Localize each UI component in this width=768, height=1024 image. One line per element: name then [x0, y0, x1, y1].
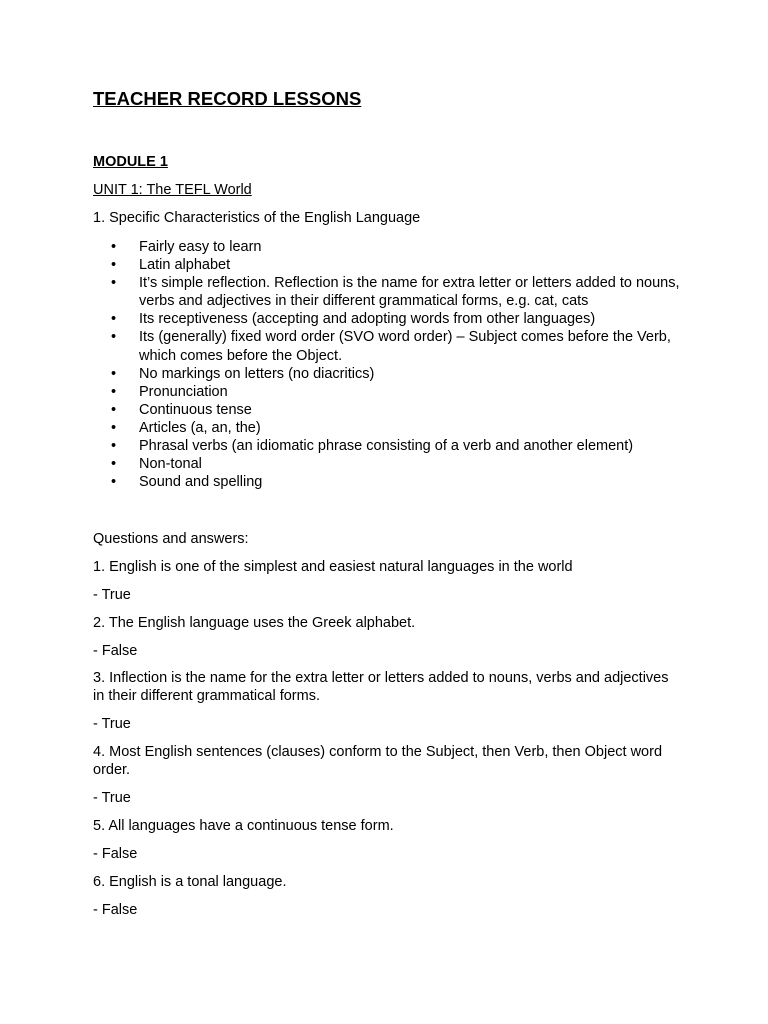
- question-text: 3. Inflection is the name for the extra letter or letters added to nouns, verbs and adjectives in their different grammatical forms.: [93, 670, 669, 705]
- list-item: [93, 365, 683, 383]
- answer-text: - False: [93, 902, 138, 918]
- bullet-icon: •: [111, 401, 117, 418]
- unit-heading: UNIT 1: The TEFL World: [93, 182, 252, 198]
- document-title: TEACHER RECORD LESSONS: [93, 88, 362, 109]
- list-item-text: Latin alphabet: [139, 257, 231, 274]
- list-item-text: Fairly easy to learn: [139, 239, 262, 255]
- list-item: [93, 328, 683, 364]
- list-item-text: Continuous tense: [139, 401, 252, 418]
- answer-text: - True: [93, 716, 131, 732]
- bullet-icon: •: [111, 275, 117, 292]
- list-item-text: No markings on letters (no diacritics): [139, 365, 375, 382]
- answer-text: - False: [93, 846, 138, 862]
- list-item: [93, 455, 683, 473]
- list-item-text: It’s simple reflection. Reflection is the name for extra letter or letters added to nouns, verbs and adjectives in their different grammatical forms, e.g. cat, cats: [139, 275, 680, 310]
- list-item-text: Sound and spelling: [139, 474, 263, 491]
- answer-text: - True: [93, 587, 131, 603]
- answer-text: - False: [93, 643, 138, 659]
- list-item: [93, 274, 683, 310]
- list-item: [93, 238, 683, 256]
- characteristics-list: [93, 238, 683, 491]
- question-text: 2. The English language uses the Greek alphabet.: [93, 615, 416, 631]
- question-text: 5. All languages have a continuous tense form.: [93, 818, 394, 834]
- qa-heading: Questions and answers:: [93, 531, 249, 547]
- list-item: [93, 419, 683, 437]
- list-item-text: Its receptiveness (accepting and adopting words from other languages): [139, 311, 596, 328]
- bullet-icon: •: [111, 383, 117, 400]
- bullet-icon: •: [111, 329, 117, 346]
- list-item: [93, 437, 683, 455]
- list-item: [93, 310, 683, 328]
- list-item: [93, 473, 683, 491]
- question-text: 6. English is a tonal language.: [93, 874, 287, 890]
- section-heading: 1. Specific Characteristics of the English Language: [93, 210, 421, 226]
- bullet-icon: •: [111, 474, 117, 491]
- list-item-text: Articles (a, an, the): [139, 419, 261, 436]
- question-text: 1. English is one of the simplest and easiest natural languages in the world: [93, 559, 573, 575]
- bullet-icon: •: [111, 239, 117, 255]
- list-item: [93, 383, 683, 401]
- list-item: [93, 256, 683, 274]
- list-item-text: Pronunciation: [139, 383, 228, 400]
- answer-text: - True: [93, 790, 131, 806]
- bullet-icon: •: [111, 456, 117, 473]
- list-item: [93, 401, 683, 419]
- list-item-text: Non-tonal: [139, 456, 202, 473]
- module-heading: MODULE 1: [93, 154, 168, 170]
- bullet-icon: •: [111, 311, 117, 328]
- list-item-text: Phrasal verbs (an idiomatic phrase consisting of a verb and another element): [139, 438, 634, 455]
- bullet-icon: •: [111, 257, 117, 274]
- bullet-icon: •: [111, 365, 117, 382]
- question-text: 4. Most English sentences (clauses) conform to the Subject, then Verb, then Object word order.: [93, 744, 663, 779]
- bullet-icon: •: [111, 438, 117, 455]
- bullet-icon: •: [111, 419, 117, 436]
- list-item-text: Its (generally) fixed word order (SVO word order) – Subject comes before the Verb, which comes before the Object.: [139, 329, 671, 364]
